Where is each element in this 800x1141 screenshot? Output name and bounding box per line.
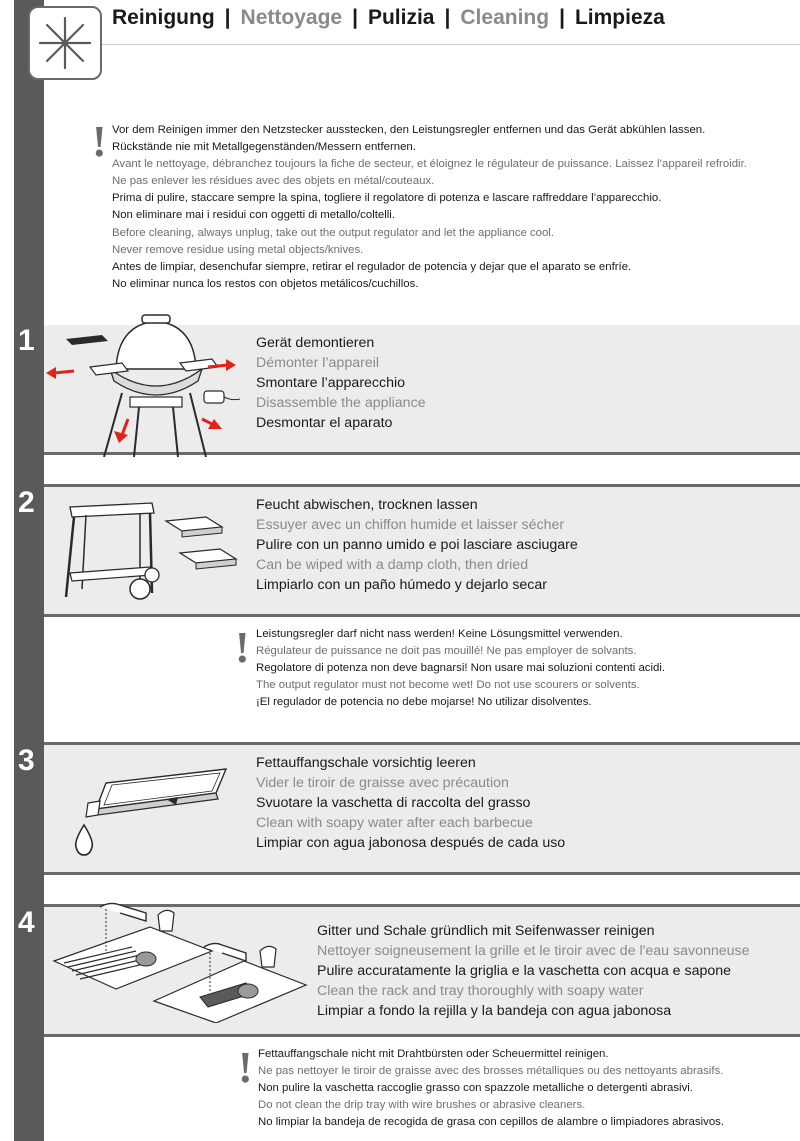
warning-block-regulator [256, 626, 665, 711]
exclamation-icon: ! [238, 1043, 253, 1092]
instruction-line: Vider le tiroir de graisse avec précaution [256, 775, 509, 792]
instruction-line: Gerät demontieren [256, 335, 375, 351]
instruction-line: Feucht abwischen, trocknen lassen [256, 497, 478, 513]
side-bar [14, 0, 44, 1141]
warning-line: Ne pas enlever les résidues avec des objets en métal/couteaux. [112, 175, 435, 188]
warning-block-drip-tray [258, 1046, 724, 1131]
grill-stand-illustration [56, 493, 246, 611]
title-de: Reinigung [112, 6, 215, 29]
step-4-text [317, 921, 750, 1021]
water-drop-icon [76, 825, 93, 855]
title-separator: | [444, 6, 451, 29]
title-fr: Nettoyage [240, 6, 343, 29]
warning-line: No eliminar nunca los restos con objetos metálicos/cuchillos. [112, 277, 419, 290]
instruction-line: Démonter l’appareil [256, 355, 380, 372]
warning-line: The output regulator must not become wet! Do not use scourers or solvents. [256, 679, 640, 692]
instruction-line: Fettauffangschale vorsichtig leeren [256, 755, 476, 771]
instruction-line: Pulire con un panno umido e poi lasciare asciugare [256, 537, 578, 554]
title-separator: | [224, 6, 231, 29]
step-4-panel [44, 907, 800, 1037]
instruction-line: Nettoyer soigneusement la grille et le tiroir avec de l'eau savonneuse [317, 943, 750, 960]
step-2-panel [44, 487, 800, 617]
step-3-panel [44, 745, 800, 875]
page-header [112, 6, 665, 36]
title-es: Limpieza [574, 6, 665, 29]
instruction-line: Essuyer avec un chiffon humide et laisser sécher [256, 517, 565, 534]
instruction-line: Svuotare la vaschetta di raccolta del grasso [256, 795, 531, 812]
title-separator: | [559, 6, 565, 29]
washing-illustration [50, 901, 312, 1023]
step-2-text [256, 495, 578, 595]
step-1-panel [44, 325, 800, 455]
title-separator: | [352, 6, 358, 29]
step-3-number: 3 [18, 744, 35, 777]
star-burst-icon [36, 14, 94, 72]
instruction-line: Limpiar con agua jabonosa después de cada uso [256, 835, 566, 852]
warning-line: Before cleaning, always unplug, take out the output regulator and let the appliance cool. [112, 226, 555, 239]
instruction-line: Gitter und Schale gründlich mit Seifenwasser reinigen [317, 923, 655, 939]
instruction-line: Clean with soapy water after each barbecue [256, 815, 533, 832]
instruction-line: Disassemble the appliance [256, 395, 426, 412]
header-divider [102, 44, 800, 45]
instruction-line: Clean the rack and tray thoroughly with soapy water [317, 983, 644, 1000]
instruction-line: Limpiar a fondo la rejilla y la bandeja con agua jabonosa [317, 1003, 672, 1020]
drip-tray-illustration [66, 753, 246, 865]
warning-line: Avant le nettoyage, débranchez toujours la fiche de secteur, et éloignez le régulateur de puissance. Laissez l’appareil refroidir. [112, 158, 747, 171]
instruction-line: Smontare l’apparecchio [256, 375, 406, 392]
exclamation-icon: ! [235, 623, 250, 672]
step-3-text [256, 753, 565, 853]
step-1-text [256, 333, 426, 433]
warning-line: Regolatore di potenza non deve bagnarsi! Non usare mai soluzioni contenti acidi. [256, 662, 666, 675]
instruction-line: Desmontar el aparato [256, 415, 393, 432]
logo-badge [28, 6, 102, 80]
title-en: Cleaning [460, 6, 550, 29]
warning-line: Rückstände nie mit Metallgegenständen/Messern entfernen. [112, 141, 416, 154]
warning-line: Never remove residue using metal objects/knives. [112, 243, 364, 256]
warning-line: ¡El regulador de potencia no debe mojarse! No utilizar disolventes. [256, 696, 592, 709]
exclamation-icon: ! [92, 117, 107, 166]
warning-line: Fettauffangschale nicht mit Drahtbürsten oder Scheuermittel reinigen. [258, 1048, 609, 1060]
step-1-number: 1 [18, 324, 35, 357]
instruction-line: Limpiarlo con un paño húmedo y dejarlo secar [256, 577, 548, 594]
warning-line: Ne pas nettoyer le tiroir de graisse avec des brosses métalliques ou des nettoyants abrasifs. [258, 1065, 724, 1078]
warning-line: Leistungsregler darf nicht nass werden! Keine Lösungsmittel verwenden. [256, 628, 623, 640]
warning-line: Do not clean the drip tray with wire brushes or abrasive cleaners. [258, 1099, 586, 1112]
warning-line: Vor dem Reinigen immer den Netzstecker ausstecken, den Leistungsregler entfernen und das Gerät abkühlen lassen. [112, 124, 706, 136]
grill-disassembly-illustration [44, 311, 244, 457]
instruction-line: Pulire accuratamente la griglia e la vaschetta con acqua e sapone [317, 963, 732, 980]
warning-block-general [112, 122, 747, 293]
instruction-line: Can be wiped with a damp cloth, then dried [256, 557, 529, 574]
warning-line: No limpiar la bandeja de recogida de grasa con cepillos de alambre o limpiadores abrasivos. [258, 1116, 725, 1129]
warning-line: Antes de limpiar, desenchufar siempre, retirar el regulador de potencia y dejar que el aparato se enfríe. [112, 260, 632, 273]
step-4-number: 4 [18, 906, 35, 939]
step-2-number: 2 [18, 486, 35, 519]
warning-line: Régulateur de puissance ne doit pas mouillé! Ne pas employer de solvants. [256, 645, 637, 658]
warning-line: Non eliminare mai i residui con oggetti di metallo/coltelli. [112, 209, 395, 222]
warning-line: Prima di pulire, staccare sempre la spina, togliere il regolatore di potenza e lascare raffreddare l’apparecchio. [112, 192, 662, 205]
title-it: Pulizia [367, 6, 435, 29]
warning-line: Non pulire la vaschetta raccoglie grasso con spazzole metalliche o detergenti abrasivi. [258, 1082, 693, 1095]
